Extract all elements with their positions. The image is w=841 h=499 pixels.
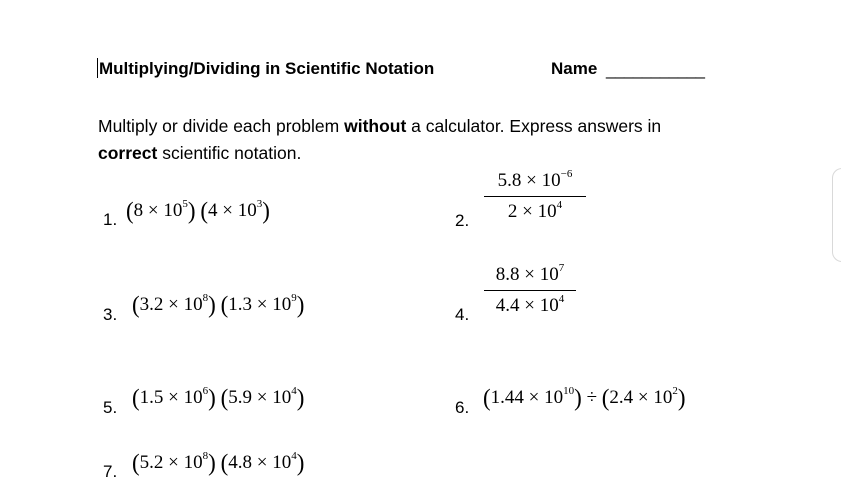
problem-number: 7. <box>103 462 118 481</box>
fraction-numerator: $5.8 \times 10^{-6}$ <box>497 168 573 191</box>
side-panel-edge <box>832 168 841 262</box>
instructions-emphasis: without <box>344 116 407 136</box>
fraction-denominator: $2 \times 10^4$ <box>507 199 563 222</box>
fraction-numerator: $8.8 \times 10^7$ <box>495 262 565 285</box>
problem-6-expression: $(1.44 \times 10^{10}) \div (2.4 \times 10^2)$ <box>483 384 686 411</box>
problem-number: 5. <box>103 398 118 417</box>
text-cursor <box>97 58 98 78</box>
name-blank-line: ___________ <box>606 60 705 79</box>
problem-number: 2. <box>455 211 470 230</box>
fraction-bar <box>484 196 586 197</box>
fraction-denominator: $4.4 \times 10^4$ <box>495 293 565 316</box>
name-label: Name <box>551 59 598 78</box>
instructions-text: a calculator. Express answers in <box>406 116 662 136</box>
problem-number: 3. <box>103 305 118 324</box>
problem-3-expression: $(3.2 \times 10^8)$ $(1.3 \times 10^9)$ <box>132 291 305 318</box>
problem-number: 6. <box>455 398 470 417</box>
instructions-emphasis: correct <box>98 143 158 163</box>
fraction-bar <box>484 290 576 291</box>
problem-number: 1. <box>103 210 118 229</box>
problem-1-expression: $(8 \times 10^5)$ $(4 \times 10^3)$ <box>126 197 270 224</box>
problem-2-fraction <box>484 168 586 225</box>
instructions-text: Multiply or divide each problem <box>98 116 345 136</box>
instructions-text: scientific notation. <box>157 143 302 163</box>
problem-7-expression: $(5.2 \times 10^8)$ $(4.8 \times 10^4)$ <box>132 449 305 476</box>
problem-4-fraction <box>484 262 576 319</box>
problem-number: 4. <box>455 305 470 324</box>
worksheet-title: Multiplying/Dividing in Scientific Notation <box>99 59 435 78</box>
instructions-paragraph <box>98 113 758 167</box>
problem-5-expression: $(1.5 \times 10^6)$ $(5.9 \times 10^4)$ <box>132 384 305 411</box>
